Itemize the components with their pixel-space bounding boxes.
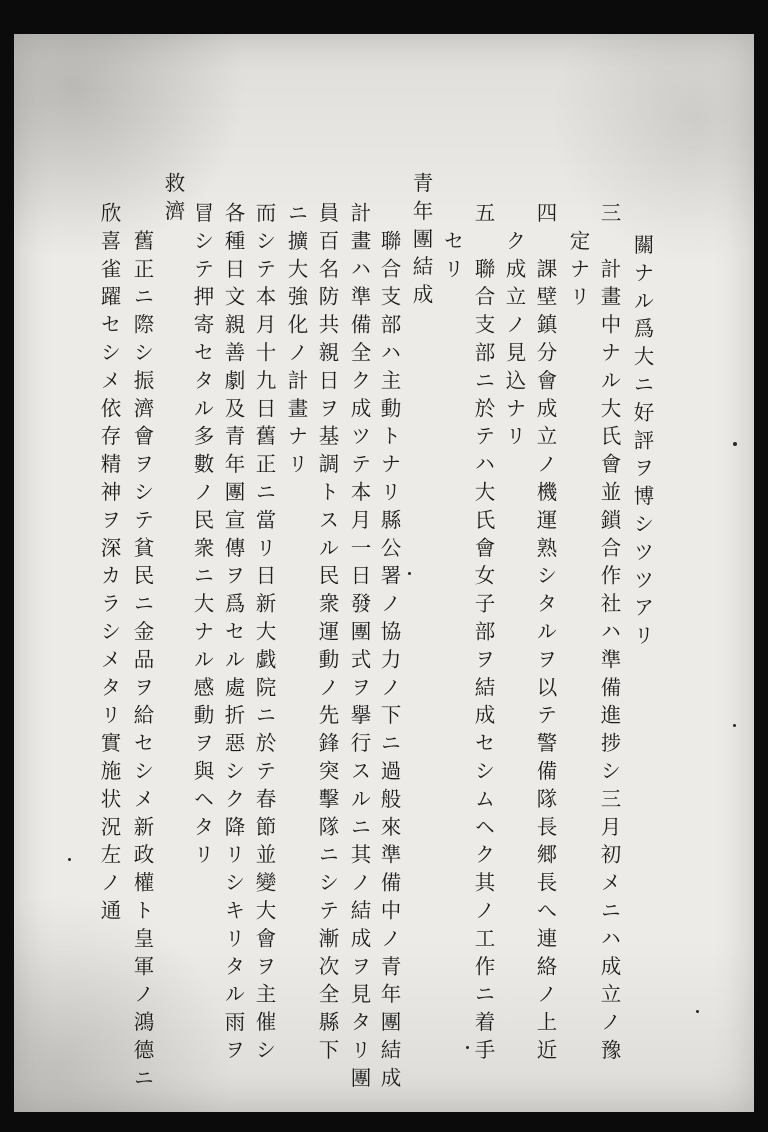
ink-speck xyxy=(466,1046,469,1049)
ink-speck xyxy=(68,858,71,861)
text-column-17: 舊正ニ際シ振濟會ヲシテ貧民ニ金品ヲ給セシメ新政權ト皇軍ノ鴻德ニ xyxy=(130,202,154,1095)
text-column-6: 五 聯合支部ニ於テハ大氏會女子部ヲ結成セシムヘク其ノ工作ニ着手 xyxy=(471,202,495,1067)
text-column-18: 欣喜雀躍セシメ依存精神ヲ深カラシメタリ實施状況左ノ通 xyxy=(97,202,121,928)
text-column-3: 定ナリ xyxy=(566,202,590,314)
text-column-10: 計畫ハ準備全ク成ツテ本月一日發團式ヲ擧行スルニ其ノ結成ヲ見タリ團 xyxy=(347,202,371,1095)
section-heading-youth-corps: 青年團結成 xyxy=(409,172,433,312)
text-column-11: 員百名防共親日ヲ基調トスル民衆運動ノ先鋒突擊隊ニシテ漸次全縣下 xyxy=(315,202,339,1067)
text-column-1: 關ナル爲大ニ好評ヲ博シツツアリ xyxy=(630,234,654,653)
text-column-15: 冒シテ押寄セタル多數ノ民衆ニ大ナル感動ヲ與ヘタリ xyxy=(190,202,214,872)
document-page xyxy=(14,34,754,1112)
text-column-13: 而シテ本月十九日舊正ニ當リ日新大戯院ニ於テ春節並變大會ヲ主催シ xyxy=(252,202,276,1067)
ink-speck xyxy=(733,442,737,446)
ink-speck xyxy=(696,1010,699,1013)
text-column-9: 聯合支部ハ主動トナリ縣公署ノ協力ノ下ニ過般來準備中ノ青年團結成 xyxy=(377,202,401,1095)
text-column-5: ク成立ノ見込ナリ xyxy=(502,202,526,454)
text-column-12: ニ擴大強化ノ計畫ナリ xyxy=(284,202,308,481)
ink-speck xyxy=(408,572,411,575)
text-column-2: 三 計畫中ナル大氏會並鎖合作社ハ準備進捗シ三月初メニハ成立ノ豫 xyxy=(597,202,621,1067)
section-heading-relief: 救濟 xyxy=(161,172,185,228)
text-column-4: 四 課壁鎮分會成立ノ機運熟シタルヲ以テ警備隊長郷長へ連絡ノ上近 xyxy=(533,202,557,1067)
text-column-14: 各種日文親善劇及青年團宣傳ヲ爲セル處折惡シク降リシキリタル雨ヲ xyxy=(221,202,245,1067)
ink-speck xyxy=(733,724,736,727)
text-column-7: セリ xyxy=(440,202,464,286)
